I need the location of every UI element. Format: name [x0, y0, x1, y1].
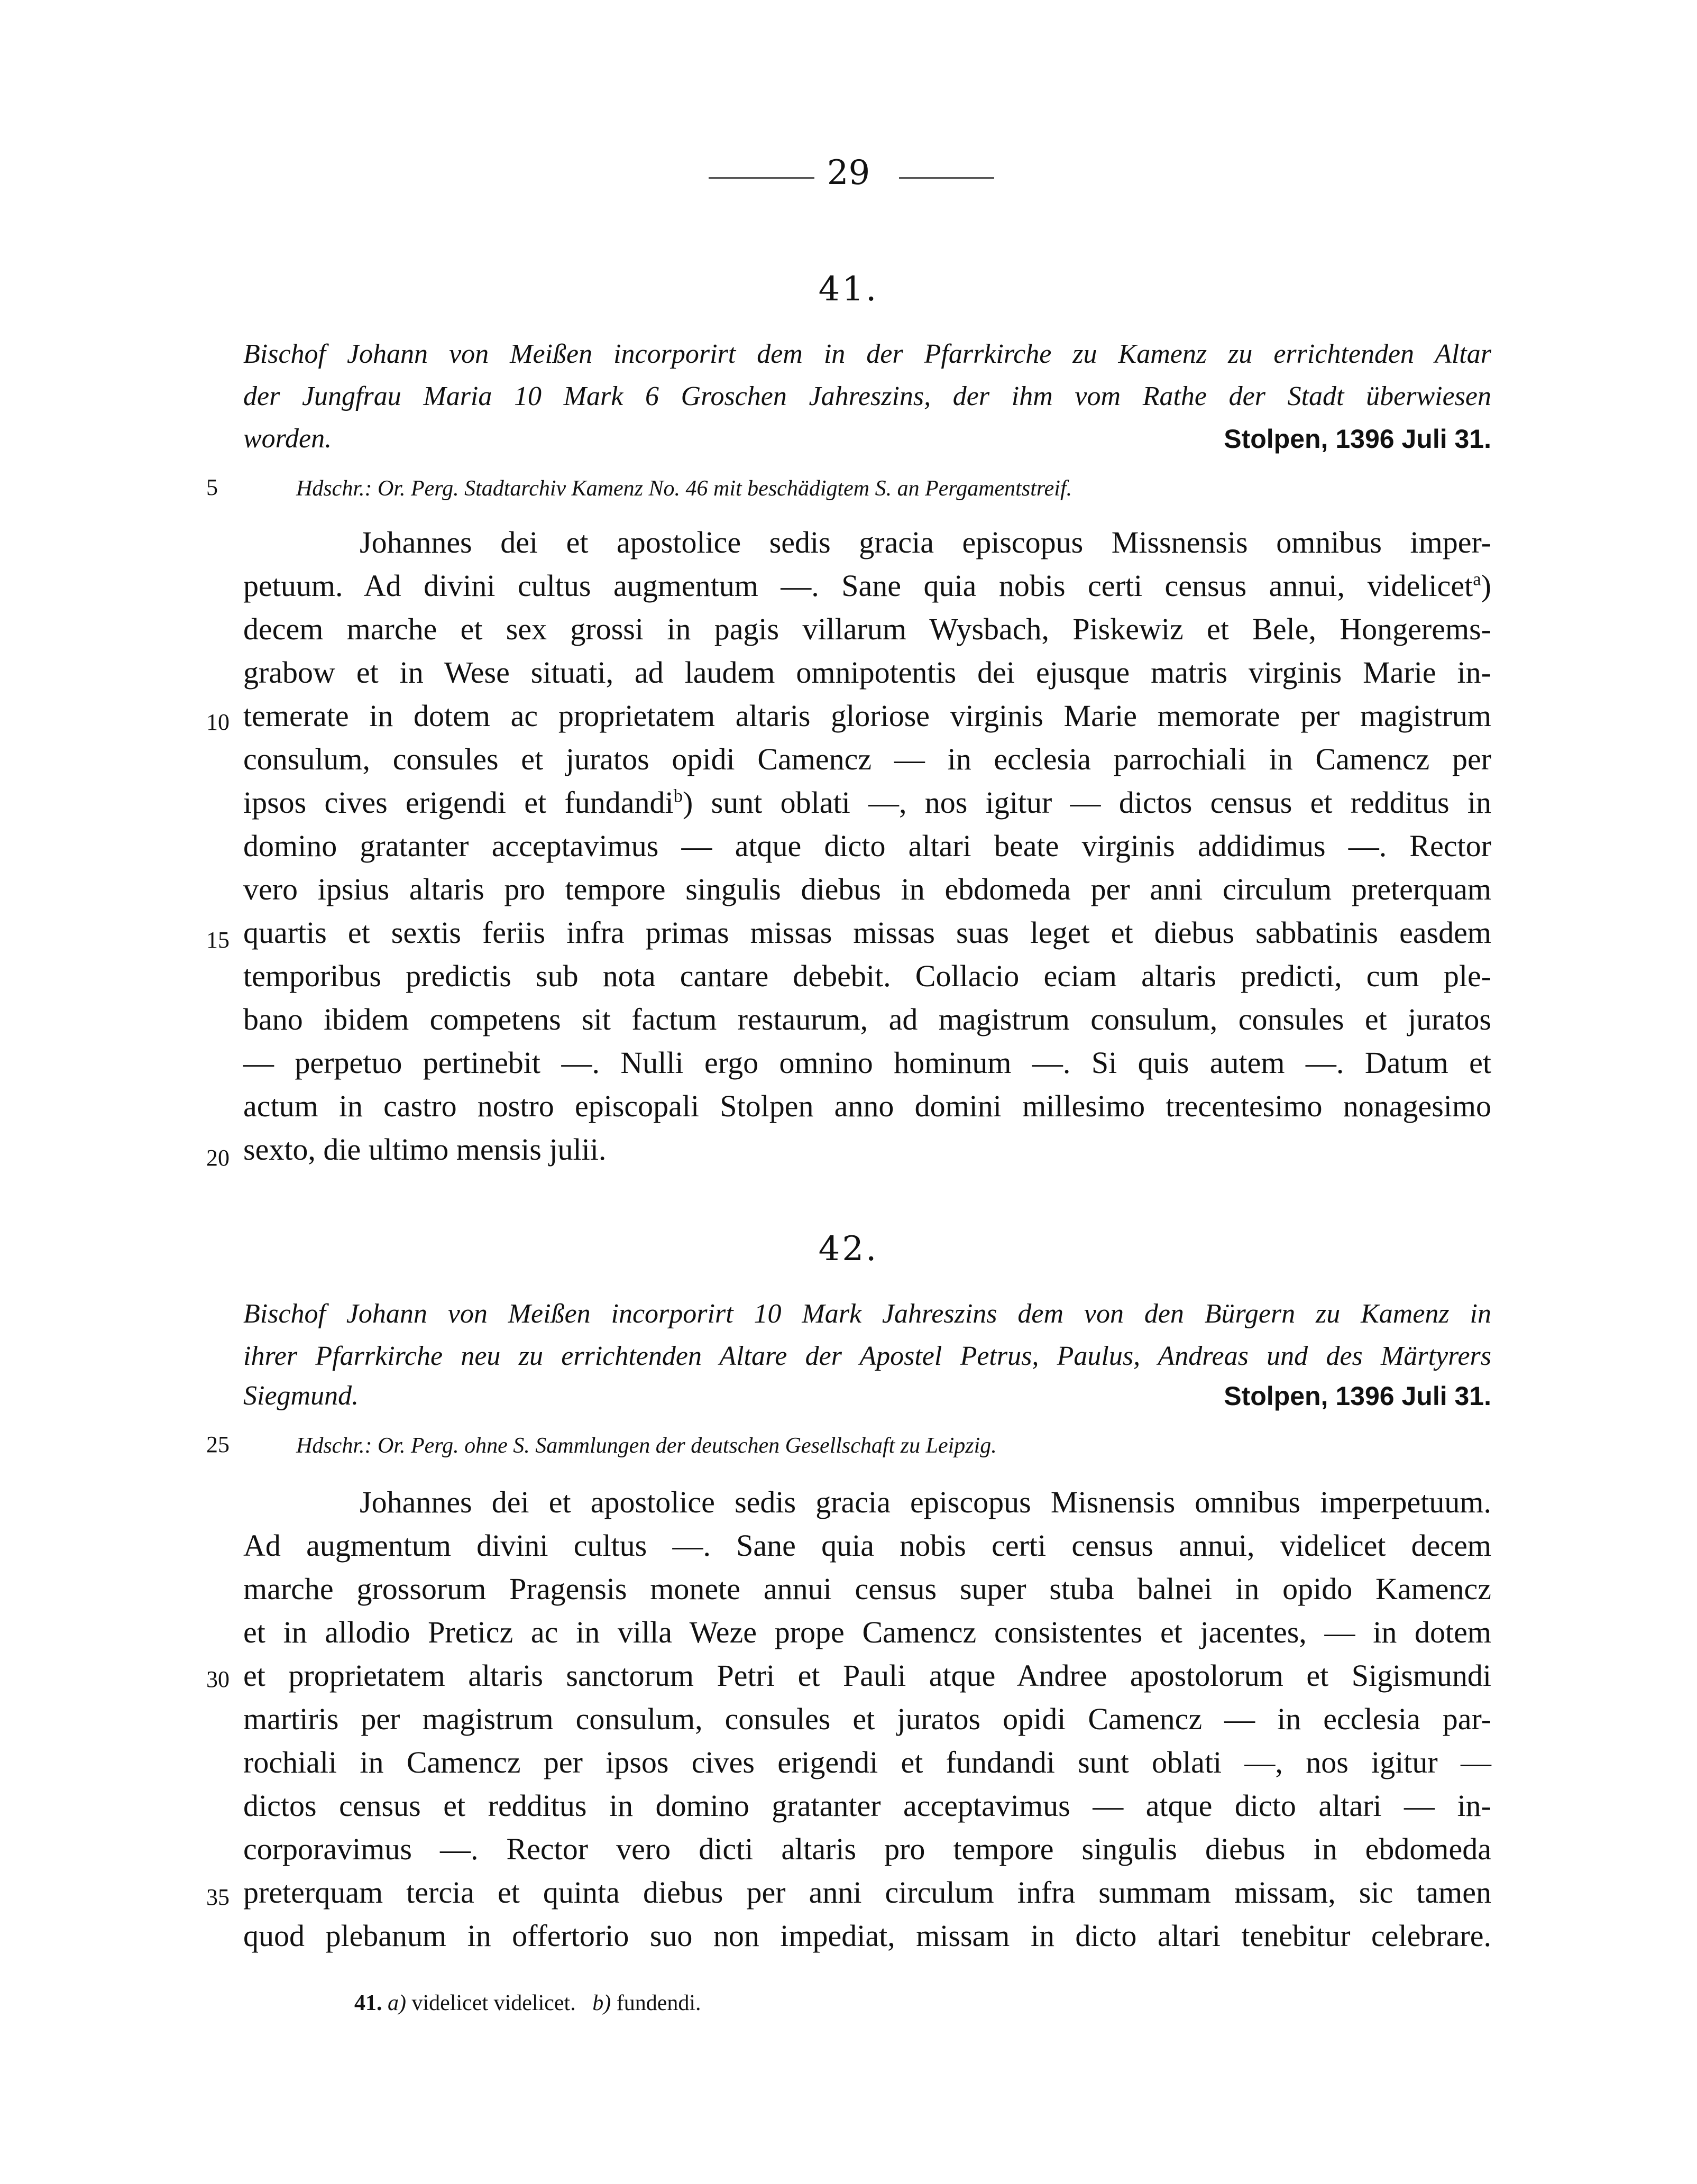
doc41-text-line: consulum, consules et juratos opidi Camencz — in ecclesia parrochiali in Camencz per	[243, 742, 1491, 776]
doc42-text-line: marche grossorum Pragensis monete annui census super stuba balnei in opido Kamencz	[243, 1572, 1491, 1606]
doc41-regest-line-3: worden.	[243, 424, 332, 454]
doc41-text-line: petuum. Ad divini cultus augmentum —. Sane quia nobis certi census annui, videlicet$^a$)	[243, 568, 1491, 603]
doc42-text-line: rochiali in Camencz per ipsos cives erigendi et fundandi sunt oblati —, nos igitur —	[243, 1745, 1491, 1779]
doc41-text-line: vero ipsius altaris pro tempore singulis diebus in ebdomeda per anni circulum preterquam	[243, 872, 1491, 906]
line-number-30: 30	[206, 1666, 230, 1692]
doc42-text-line: et in allodio Preticz ac in villa Weze prope Camencz consistentes et jacentes, — in dotem	[243, 1615, 1491, 1649]
doc42-regest-last	[243, 1375, 1491, 1417]
doc42-regest-line-1: Bischof Johann von Meißen incorporirt 10 Mark Jahreszins dem von den Bürgern zu Kamenz in	[243, 1299, 1491, 1329]
doc42-source: Hdschr.: Or. Perg. ohne S. Sammlungen der deutschen Gesellschaft zu Leipzig.	[296, 1434, 997, 1458]
footnotes	[354, 1990, 701, 2016]
footnote-doc-number: 41.	[354, 1991, 382, 2015]
doc42-text-line: preterquam tercia et quinta diebus per anni circulum infra summam missam, sic tamen	[243, 1875, 1491, 1910]
doc41-text-line: temerate in dotem ac proprietatem altaris gloriose virginis Marie memorate per magistrum	[243, 699, 1491, 733]
doc41-text-line: quartis et sextis feriis infra primas missas missas suas leget et diebus sabbatinis easdem	[243, 915, 1491, 950]
line-number-10: 10	[206, 709, 230, 735]
doc42-text-line: Johannes dei et apostolice sedis gracia episcopus Misnensis omnibus imperpetuum.	[360, 1485, 1491, 1519]
doc42-text-line: Ad augmentum divini cultus —. Sane quia nobis certi census annui, videlicet decem	[243, 1528, 1491, 1563]
line-number-20: 20	[206, 1145, 230, 1171]
line-number-15: 15	[206, 927, 230, 953]
doc42-text-line: quod plebanum in offertorio suo non impediat, missam in dicto altari tenebitur celebrare.	[243, 1919, 1491, 1953]
doc42-text-line: et proprietatem altaris sanctorum Petri et Pauli atque Andree apostolorum et Sigismundi	[243, 1658, 1491, 1693]
doc42-text-line: corporavimus —. Rector vero dicti altaris pro tempore singulis diebus in ebdomeda	[243, 1832, 1491, 1866]
doc42-regest-line-2: ihrer Pfarrkirche neu zu errichtenden Altare der Apostel Petrus, Paulus, Andreas und des Märtyrers	[243, 1341, 1491, 1371]
doc41-regest-line-2: der Jungfrau Maria 10 Mark 6 Groschen Jahreszins, der ihm vom Rathe der Stadt überwiesen	[243, 381, 1491, 411]
doc42-regest	[243, 1293, 1491, 1378]
doc41-date: Stolpen, 1396 Juli 31.	[1224, 424, 1491, 454]
doc42-regest-line-3: Siegmund.	[243, 1381, 359, 1411]
doc41-regest	[243, 333, 1491, 418]
doc41-text-line: ipsos cives erigendi et fundandi$^b$) sunt oblati —, nos igitur — dictos census et redditus in	[243, 785, 1491, 820]
footnote-marker-a: a	[1473, 568, 1481, 590]
footnote-b-label: b)	[592, 1991, 611, 2015]
doc41-source: Hdschr.: Or. Perg. Stadtarchiv Kamenz No. 46 mit beschädigtem S. an Pergamentstreif.	[296, 476, 1072, 501]
doc42-number: 42.	[818, 1229, 879, 1269]
doc41-text-line: Johannes dei et apostolice sedis gracia episcopus Missnensis omnibus imper-	[360, 525, 1491, 559]
header-rule-right	[899, 177, 994, 179]
doc41-text-line: grabow et in Wese situati, ad laudem omnipotentis dei ejusque matris virginis Marie in-	[243, 655, 1491, 690]
page-number: 29	[827, 153, 870, 192]
doc42-text-line: martiris per magistrum consulum, consules et juratos opidi Camencz — in ecclesia par-	[243, 1702, 1491, 1736]
doc41-regest-line-1: Bischof Johann von Meißen incorporirt dem in der Pfarrkirche zu Kamenz zu errichtenden Altar	[243, 339, 1491, 369]
doc41-text-line: bano ibidem competens sit factum restaurum, ad magistrum consulum, consules et juratos	[243, 1002, 1491, 1036]
doc42-text-line: dictos census et redditus in domino gratanter acceptavimus — atque dicto altari — in-	[243, 1788, 1491, 1823]
doc42-text	[243, 1481, 1491, 1958]
doc41-text	[243, 521, 1491, 1171]
doc41-text-line: sexto, die ultimo mensis julii.	[243, 1132, 607, 1167]
doc41-text-line: temporibus predictis sub nota cantare debebit. Collacio eciam altaris predicti, cum ple-	[243, 959, 1491, 993]
footnote-marker-b: b	[673, 785, 683, 806]
doc41-text-line: actum in castro nostro episcopali Stolpen anno domini millesimo trecentesimo nonagesimo	[243, 1089, 1491, 1123]
doc41-regest-last	[243, 418, 1491, 460]
doc42-date: Stolpen, 1396 Juli 31.	[1224, 1381, 1491, 1411]
line-number-5: 5	[206, 474, 218, 500]
doc41-text-line: — perpetuo pertinebit —. Nulli ergo omnino hominum —. Si quis autem —. Datum et	[243, 1045, 1491, 1080]
line-number-35: 35	[206, 1884, 230, 1910]
footnote-a-text: videlicet videlicet.	[411, 1991, 576, 2015]
footnote-a-label: a)	[388, 1991, 406, 2015]
line-number-25: 25	[206, 1431, 230, 1457]
footnote-b-text: fundendi.	[616, 1991, 701, 2015]
doc41-text-line: domino gratanter acceptavimus — atque dicto altari beate virginis addidimus —. Rector	[243, 829, 1491, 863]
doc41-text-line: decem marche et sex grossi in pagis villarum Wysbach, Piskewiz et Bele, Hongerems-	[243, 612, 1491, 646]
doc41-number: 41.	[818, 270, 879, 309]
